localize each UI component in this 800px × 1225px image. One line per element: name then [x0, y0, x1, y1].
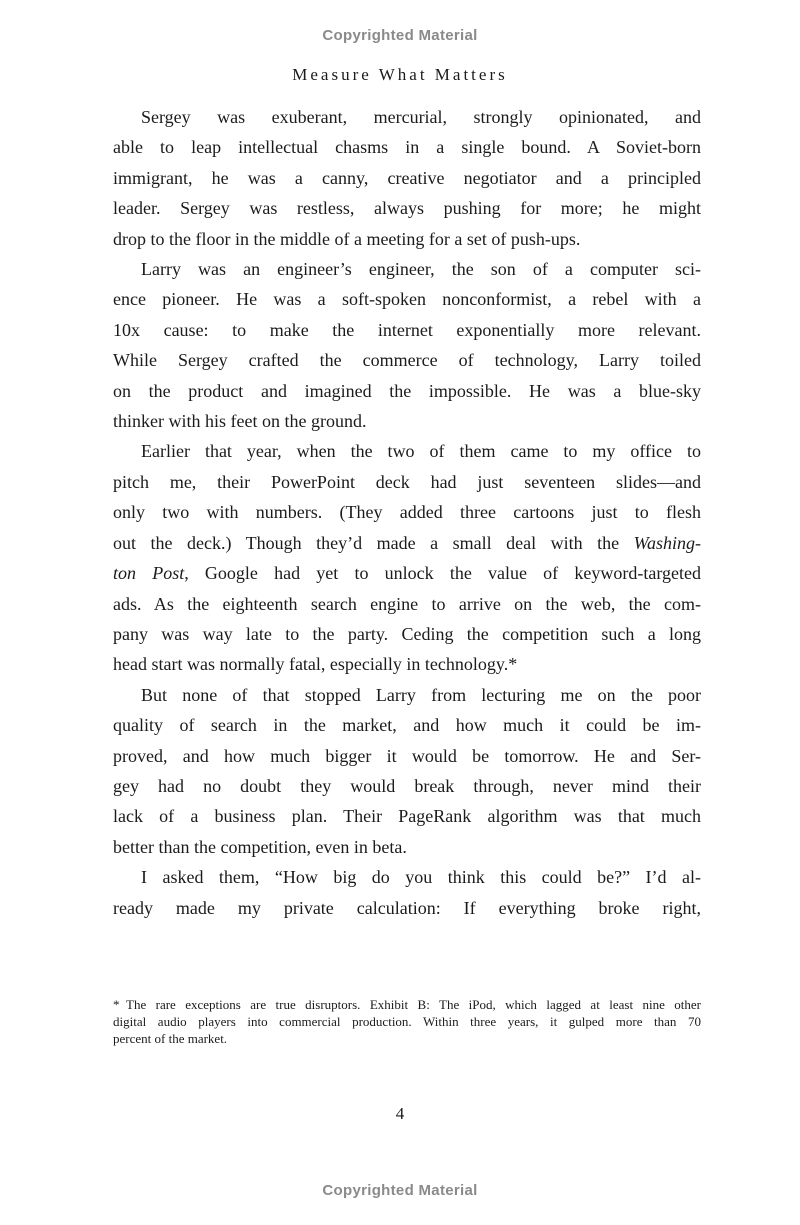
text-line: only two with numbers. (They added three cartoons just to flesh	[113, 502, 701, 523]
text-line: immigrant, he was a canny, creative negotiator and a principled	[113, 167, 701, 188]
text-line: Earlier that year, when the two of them came to my office to	[141, 441, 701, 462]
text-line: leader. Sergey was restless, always pushing for more; he might	[113, 198, 701, 219]
text-line: head start was normally fatal, especially in technology.*	[113, 654, 518, 675]
text-line: lack of a business plan. Their PageRank algorithm was that much	[113, 806, 701, 827]
text-line: * The rare exceptions are true disruptors. Exhibit B: The iPod, which lagged at least nine other	[113, 997, 701, 1012]
body-text	[113, 102, 701, 923]
text-line: pany was way late to the party. Ceding the competition such a long	[113, 623, 701, 644]
text-line: Larry was an engineer’s engineer, the son of a computer sci-	[141, 259, 701, 280]
copyright-notice-top: Copyrighted Material	[322, 27, 478, 44]
running-header: Measure What Matters	[292, 65, 508, 84]
footnote	[113, 996, 701, 1047]
copyright-notice-bottom: Copyrighted Material	[322, 1182, 478, 1199]
text-line: quality of search in the market, and how much it could be im-	[113, 715, 701, 736]
text-line: ence pioneer. He was a soft-spoken nonconformist, a rebel with a	[113, 289, 701, 310]
text-line: I asked them, “How big do you think this could be?” I’d al-	[141, 867, 701, 888]
text-line: proved, and how much bigger it would be tomorrow. He and Ser-	[113, 745, 701, 766]
text-line: able to leap intellectual chasms in a single bound. A Soviet-born	[113, 137, 701, 158]
text-line: ton Post, Google had yet to unlock the value of keyword-targeted	[113, 563, 701, 584]
text-line: drop to the floor in the middle of a meeting for a set of push-ups.	[113, 228, 581, 249]
text-line: pitch me, their PowerPoint deck had just seventeen slides—and	[113, 471, 701, 492]
text-line: out the deck.) Though they’d made a small deal with the Washing-	[113, 532, 701, 553]
text-line: thinker with his feet on the ground.	[113, 411, 367, 432]
text-line: percent of the market.	[113, 1031, 228, 1046]
text-line: on the product and imagined the impossible. He was a blue-sky	[113, 380, 701, 401]
text-line: But none of that stopped Larry from lecturing me on the poor	[141, 684, 701, 705]
page-number: 4	[395, 1104, 405, 1123]
text-line: 10x cause: to make the internet exponentially more relevant.	[113, 319, 701, 340]
text-line: gey had no doubt they would break through, never mind their	[113, 775, 701, 796]
text-line: digital audio players into commercial production. Within three years, it gulped more than 70	[113, 1014, 701, 1029]
text-line: better than the competition, even in beta.	[113, 836, 407, 857]
text-line: ads. As the eighteenth search engine to arrive on the web, the com-	[113, 593, 701, 614]
text-line: Sergey was exuberant, mercurial, strongly opinionated, and	[141, 107, 701, 127]
text-line: While Sergey crafted the commerce of technology, Larry toiled	[113, 350, 701, 371]
text-line: ready made my private calculation: If everything broke right,	[113, 897, 701, 918]
